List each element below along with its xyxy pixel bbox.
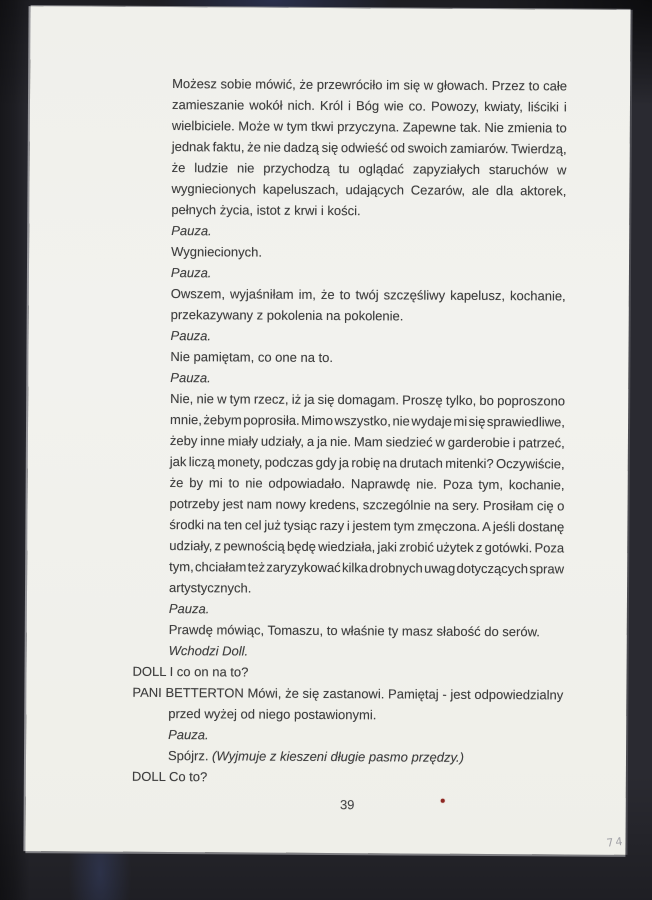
script-line <box>172 136 567 159</box>
script-line-text: Pauza. <box>168 727 209 743</box>
red-dot-mark <box>441 799 445 803</box>
script-line-text: jak liczą monety, podczas gdy ja robię na drutach mitenki? Oczywiście, <box>169 454 565 472</box>
script-line <box>170 451 565 474</box>
script-line <box>170 367 565 390</box>
script-line-text: jednak faktu, że nie dadzą się odwieść od swoich zamiarów. Twierdzą, <box>171 139 567 157</box>
handwritten-note: 74 <box>605 834 626 850</box>
script-line <box>169 598 564 621</box>
script-line-text: Pauza. <box>168 601 210 617</box>
script-line <box>171 220 566 243</box>
script-line-text: PANI BETTERTON Mówi, że się zastanowi. Pamiętaj - jest odpowiedzialny <box>132 684 564 703</box>
script-line <box>169 577 564 600</box>
script-line <box>171 304 566 327</box>
script-line-text: Wchodzi Doll. <box>168 643 249 659</box>
script-line <box>172 94 567 117</box>
script-line <box>171 199 566 222</box>
scanned-page <box>25 6 630 855</box>
script-line-text: pełnych życia, istot z krwi i kości. <box>171 202 361 219</box>
script-line <box>169 556 564 579</box>
script-line <box>169 514 564 537</box>
script-line <box>169 619 564 642</box>
script-line-text: przed wyżej od niego postawionymi. <box>168 706 377 723</box>
script-line <box>170 472 565 495</box>
script-line <box>170 409 565 432</box>
script-line-text: wygniecionych kapeluszach, udających Cezarów, ale dla aktorek, <box>171 181 567 199</box>
script-line <box>170 346 565 369</box>
script-line <box>171 262 566 285</box>
script-line <box>132 766 563 790</box>
script-line-text: DOLL I co on na to? <box>132 663 249 680</box>
script-line <box>168 724 563 747</box>
script-line <box>132 682 563 706</box>
script-line <box>172 157 567 180</box>
script-line-text: Nie pamiętam, co one na to. <box>170 349 334 366</box>
script-line <box>171 178 566 201</box>
script-line <box>169 640 564 663</box>
script-line <box>172 73 567 96</box>
script-line-text: Pauza. <box>171 223 212 239</box>
script-line-text: Spójrz. (Wyjmuje z kieszeni długie pasmo przędzy.) <box>167 748 465 765</box>
script-line-text: żeby inne miały udziały, a ja nie. Mam siedzieć w garderobie i patrzeć, <box>169 433 565 451</box>
script-line-text: że by mi to nie odpowiadało. Naprawdę nie. Poza tym, kochanie, <box>169 475 565 493</box>
script-line <box>169 535 564 558</box>
script-line-text: Owszem, wyjaśniłam im, że to twój szczęśliwy kapelusz, kochanie, <box>170 286 566 304</box>
script-line-text: Prawdę mówiąc, Tomaszu, to właśnie ty masz słabość do serów. <box>168 622 540 640</box>
page-number: 39 <box>339 797 355 813</box>
script-line-text: tym, chciałam też zaryzykować kilka drobnych uwag dotyczących spraw <box>169 559 565 577</box>
script-line <box>170 388 565 411</box>
script-line-text: zamieszanie wokół nich. Król i Bóg wie co. Powozy, kwiaty, liściki i <box>171 97 567 115</box>
script-line <box>168 745 563 768</box>
script-line <box>171 241 566 264</box>
script-line <box>169 493 564 516</box>
script-line-text: DOLL Co to? <box>131 768 208 785</box>
script-line-text: Pauza. <box>170 328 212 344</box>
script-line-text: Pauza. <box>170 370 211 386</box>
script-line <box>168 703 563 726</box>
script-line <box>132 661 563 685</box>
script-line-text: Możesz sobie mówić, że przewróciło im się w głowach. Przez to całe <box>172 76 568 94</box>
script-line-text: potrzeby jest nam nowy kredens, szczególnie na sery. Prosiłam cię o <box>169 496 565 514</box>
script-line-text: wielbiciele. Może w tym tkwi przyczyna. Zapewne tak. Nie zmienia to <box>171 118 567 136</box>
script-line-text: Nie, nie w tym rzecz, iż ja się domagam. Proszę tylko, bo poproszono <box>170 391 566 409</box>
script-line-text: przekazywany z pokolenia na pokolenie. <box>170 307 404 324</box>
script-line-text: artystycznych. <box>168 580 252 596</box>
script-line <box>171 283 566 306</box>
script-line-text: że ludzie nie przychodzą tu oglądać zapyziałych staruchów w <box>171 160 567 178</box>
script-line <box>172 115 567 138</box>
script-text <box>132 73 567 790</box>
script-line <box>171 325 566 348</box>
script-line-text: środki na ten cel już tysiąc razy i jestem tym zmęczona. A jeśli dostanę <box>169 517 565 535</box>
script-line <box>170 430 565 453</box>
script-line-text: Wygniecionych. <box>171 244 263 260</box>
script-line-text: udziały, z pewnością będę wiedziała, jaki zrobić użytek z gotówki. Poza <box>169 538 565 556</box>
script-line-text: mnie, żebym poprosiła. Mimo wszystko, nie wydaje mi się sprawiedliwe, <box>170 412 565 430</box>
script-line-text: Pauza. <box>170 265 212 281</box>
